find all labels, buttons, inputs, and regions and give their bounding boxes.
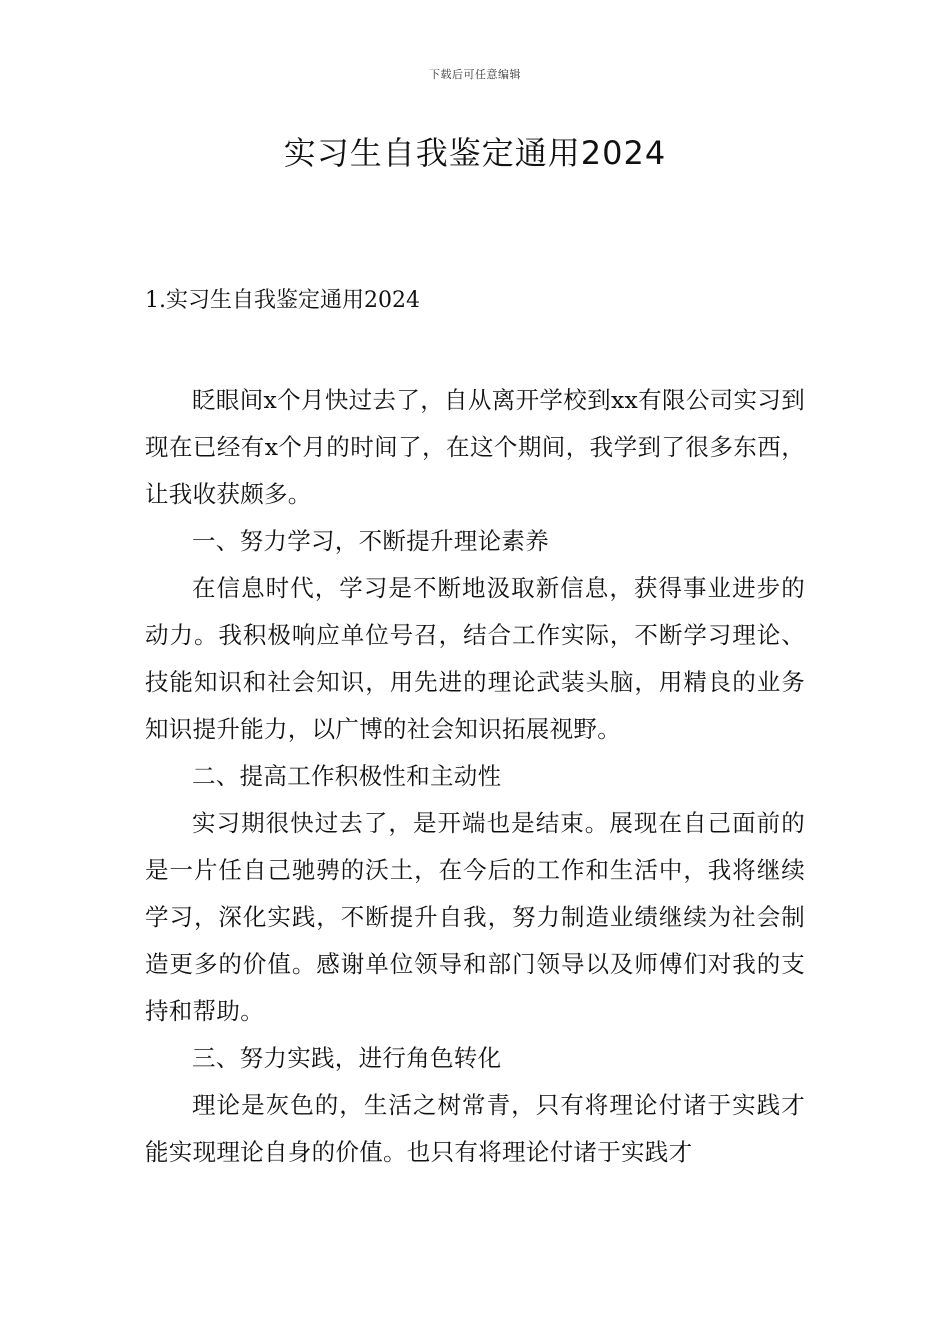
- section-heading: 1.实习生自我鉴定通用2024: [145, 288, 420, 313]
- paragraph-study: 在信息时代，学习是不断地汲取新信息，获得事业进步的动力。我积极响应单位号召，结合工作实际，不断学习理论、技能知识和社会知识，用先进的理论武装头脑，用精良的业务知识提升能力，以广博的社会知识拓展视野。: [145, 574, 805, 743]
- document-body: [145, 377, 805, 1176]
- subheading-study: 一、努力学习，不断提升理论素养: [192, 527, 549, 555]
- paragraph-practice: 理论是灰色的，生活之树常青，只有将理论付诸于实践才能实现理论自身的价值。也只有将理论付诸于实践才: [145, 1091, 805, 1166]
- paragraph-initiative: 实习期很快过去了，是开端也是结束。展现在自己面前的是一片任自己驰骋的沃土，在今后的工作和生活中，我将继续学习，深化实践，不断提升自我，努力制造业绩继续为社会制造更多的价值。感谢单位领导和部门领导以及师傅们对我的支持和帮助。: [145, 809, 805, 1025]
- document-title: 实习生自我鉴定通用2024: [283, 134, 667, 172]
- subheading-initiative: 二、提高工作积极性和主动性: [192, 762, 502, 790]
- header-note: 下载后可任意编辑: [429, 68, 521, 81]
- subheading-practice: 三、努力实践，进行角色转化: [192, 1044, 502, 1072]
- paragraph-intro: 眨眼间x个月快过去了，自从离开学校到xx有限公司实习到现在已经有x个月的时间了，在这个期间，我学到了很多东西，让我收获颇多。: [145, 386, 805, 508]
